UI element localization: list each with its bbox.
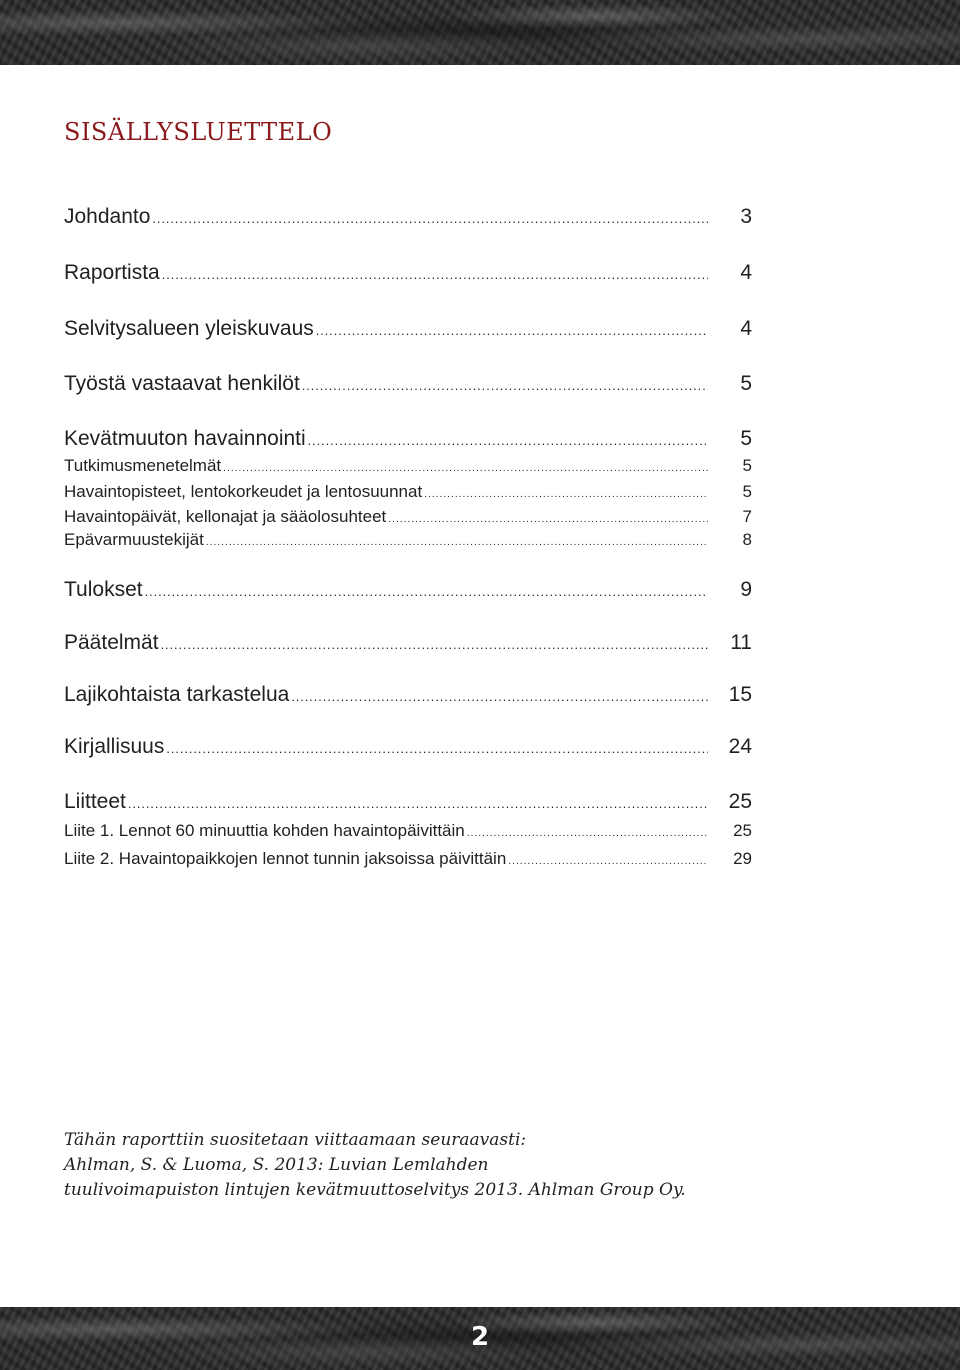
toc-entry-label: Liite 2. Havaintopaikkojen lennot tunnin jaksoissa päivittäin (64, 849, 507, 868)
toc-leader-dots (128, 797, 708, 811)
toc-leader-dots (308, 434, 708, 448)
toc-entry-label: Lajikohtaista tarkastelua (64, 683, 290, 706)
toc-leader-dots (152, 212, 708, 226)
toc-subentry-liite-1[interactable] (64, 821, 752, 841)
toc-entry-page: 5 (740, 372, 752, 395)
citation-line: Ahlman, S. & Luoma, S. 2013: Luvian Lemlahden (64, 1155, 489, 1175)
toc-entry-page: 5 (742, 482, 752, 501)
toc-leader-dots (166, 742, 708, 756)
toc-entry-page: 7 (742, 507, 752, 526)
toc-entry-page: 4 (740, 317, 752, 340)
toc-entry-label: Työstä vastaavat henkilöt (64, 372, 300, 395)
toc-entry-label: Selvitysalueen yleiskuvaus (64, 317, 314, 340)
citation-note (64, 1128, 884, 1203)
toc-leader-dots (316, 324, 708, 338)
toc-entry-label: Liitteet (64, 790, 126, 813)
toc-entry-label: Raportista (64, 261, 160, 284)
toc-entry-page: 5 (740, 427, 752, 450)
toc-entry-page: 3 (740, 205, 752, 228)
toc-subentry-tutkimusmenetelmat[interactable] (64, 456, 752, 476)
toc-entry-johdanto[interactable] (64, 205, 752, 229)
toc-leader-dots (206, 537, 708, 548)
toc-entry-page: 15 (728, 683, 752, 706)
toc-leader-dots (302, 379, 708, 393)
toc-entry-liitteet[interactable] (64, 790, 752, 814)
toc-entry-label: Kevätmuuton havainnointi (64, 427, 306, 450)
toc-entry-page: 4 (740, 261, 752, 284)
toc-entry-label: Tulokset (64, 578, 143, 601)
citation-line: tuulivoimapuiston lintujen kevätmuuttoselvitys 2013. Ahlman Group Oy. (64, 1180, 686, 1200)
toc-entry-label: Päätelmät (64, 631, 159, 654)
toc-entry-page: 25 (728, 790, 752, 813)
toc-entry-page: 29 (733, 849, 752, 868)
toc-entry-kevatmuutto[interactable] (64, 427, 752, 451)
toc-leader-dots (162, 268, 708, 282)
toc-leader-dots (223, 463, 708, 474)
citation-line: Tähän raporttiin suositetaan viittaamaan seuraavasti: (64, 1130, 527, 1150)
toc-entry-label: Havaintopäivät, kellonajat ja sääolosuhteet (64, 507, 387, 526)
toc-entry-page: 11 (730, 631, 752, 654)
toc-entry-label: Liite 1. Lennot 60 minuuttia kohden havaintopäivittäin (64, 821, 465, 840)
toc-subentry-liite-2[interactable] (64, 849, 752, 869)
toc-entry-label: Johdanto (64, 205, 151, 228)
toc-leader-dots (161, 638, 708, 652)
toc-entry-label: Havaintopisteet, lentokorkeudet ja lentosuunnat (64, 482, 423, 501)
top-texture-band (0, 0, 960, 65)
toc-entry-label: Tutkimusmenetelmät (64, 456, 222, 475)
toc-entry-paatelmat[interactable] (64, 631, 752, 655)
toc-entry-page: 8 (742, 530, 752, 549)
toc-leader-dots (424, 489, 708, 500)
toc-leader-dots (467, 828, 708, 839)
toc-entry-kirjallisuus[interactable] (64, 735, 752, 759)
toc-entry-page: 25 (733, 821, 752, 840)
toc-entry-tulokset[interactable] (64, 578, 752, 602)
toc-subentry-epavarmuustekijat[interactable] (64, 530, 752, 550)
page-title: SISÄLLYSLUETTELO (64, 118, 333, 146)
toc-entry-page: 9 (740, 578, 752, 601)
page-number: 2 (470, 1322, 490, 1352)
toc-entry-raportista[interactable] (64, 261, 752, 285)
toc-subentry-havaintopaivat[interactable] (64, 507, 752, 527)
toc-leader-dots (145, 585, 708, 599)
toc-entry-label: Epävarmuustekijät (64, 530, 204, 549)
toc-entry-label: Kirjallisuus (64, 735, 165, 758)
toc-subentry-havaintopisteet[interactable] (64, 482, 752, 502)
toc-leader-dots (508, 856, 708, 867)
toc-entry-henkilot[interactable] (64, 372, 752, 396)
toc-entry-selvitysalue[interactable] (64, 317, 752, 341)
toc-leader-dots (291, 690, 708, 704)
toc-entry-lajikohtaista[interactable] (64, 683, 752, 707)
toc-entry-page: 5 (742, 456, 752, 475)
toc-entry-page: 24 (728, 735, 752, 758)
toc-leader-dots (388, 514, 708, 525)
